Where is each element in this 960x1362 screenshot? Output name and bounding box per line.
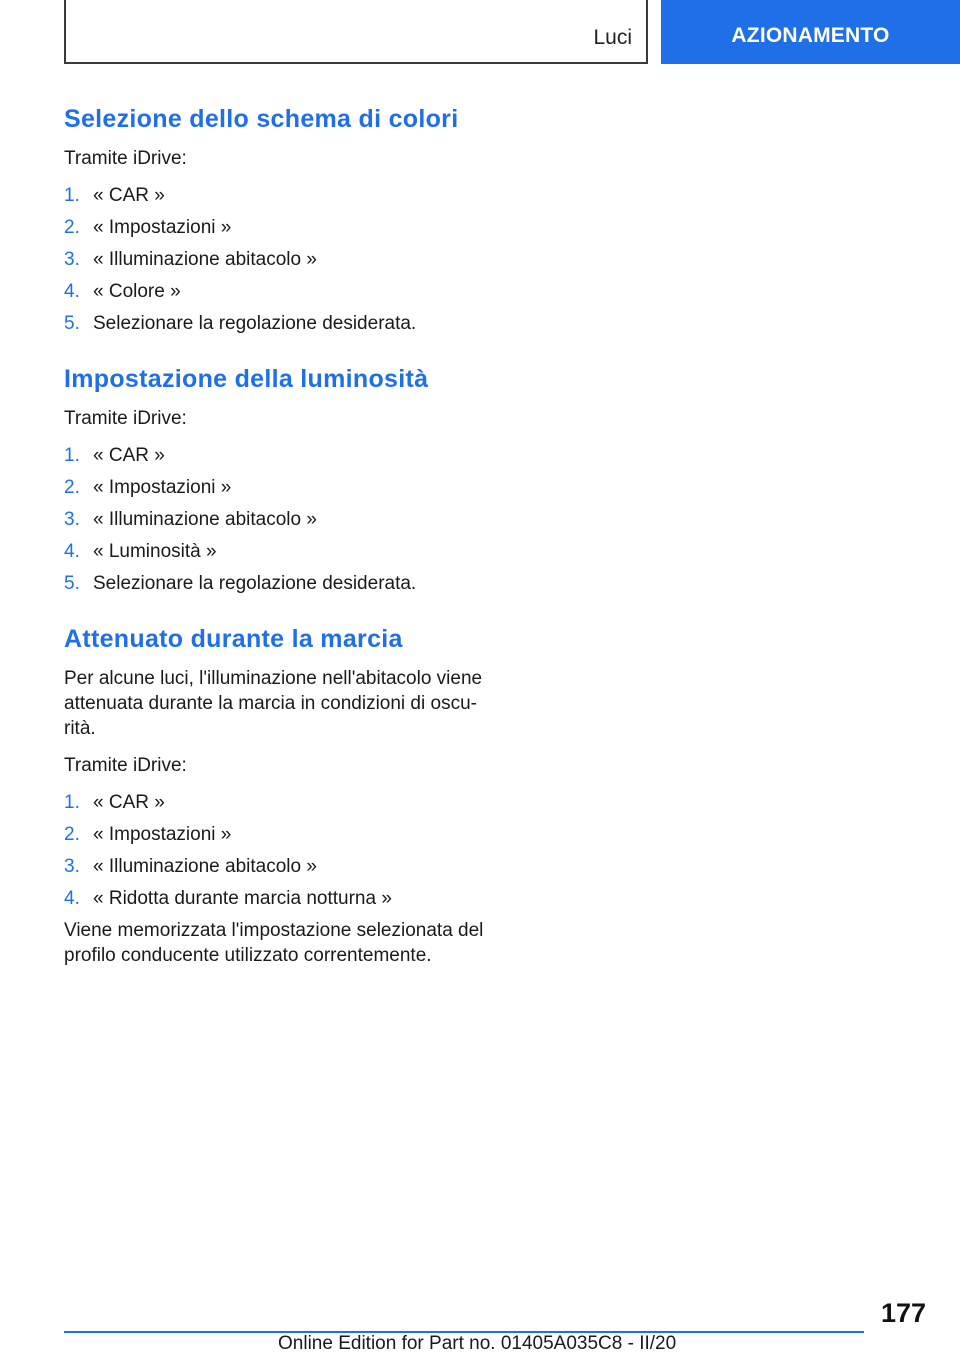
step-text: « Illuminazione abitacolo » bbox=[93, 509, 317, 530]
list-item bbox=[64, 507, 494, 532]
step-number: 1. bbox=[64, 445, 80, 466]
step-number: 5. bbox=[64, 573, 80, 594]
step-text: « Ridotta durante marcia notturna » bbox=[93, 888, 392, 909]
list-item bbox=[64, 790, 494, 815]
header-section-title: Luci bbox=[593, 26, 632, 49]
step-text: « CAR » bbox=[93, 792, 165, 813]
step-list bbox=[64, 790, 494, 911]
step-text: « Impostazioni » bbox=[93, 217, 232, 238]
step-text: « Illuminazione abitacolo » bbox=[93, 856, 317, 877]
step-list bbox=[64, 183, 494, 336]
step-number: 1. bbox=[64, 185, 80, 206]
footer-edition-text: Online Edition for Part no. 01405A035C8 - II/20 bbox=[278, 1333, 677, 1354]
list-item bbox=[64, 539, 494, 564]
section-color-scheme bbox=[64, 100, 494, 336]
step-text: « Colore » bbox=[93, 281, 181, 302]
intro-text: Tramite iDrive: bbox=[64, 148, 187, 169]
page-content bbox=[64, 100, 494, 980]
step-text: Selezionare la regolazione desiderata. bbox=[93, 573, 417, 594]
step-number: 3. bbox=[64, 249, 80, 270]
section-dimmed-while-driving bbox=[64, 620, 494, 968]
step-text: « Impostazioni » bbox=[93, 477, 232, 498]
page-number: 177 bbox=[880, 1298, 926, 1328]
list-item bbox=[64, 854, 494, 879]
running-header-box bbox=[64, 0, 648, 64]
step-text: « Impostazioni » bbox=[93, 824, 232, 845]
step-number: 2. bbox=[64, 217, 80, 238]
note-text: Viene memorizzata l'impostazione selezionata del profilo conducente utilizzato correntemente. bbox=[64, 920, 484, 966]
step-number: 4. bbox=[64, 281, 80, 302]
step-number: 3. bbox=[64, 509, 80, 530]
section-heading: Impostazione della luminosità bbox=[64, 365, 429, 393]
list-item bbox=[64, 443, 494, 468]
step-text: Selezionare la regolazione desiderata. bbox=[93, 313, 417, 334]
description-text: Per alcune luci, l'illuminazione nell'abitacolo viene attenuata durante la marcia in condizioni di oscurità. bbox=[64, 668, 483, 739]
list-item bbox=[64, 247, 494, 272]
step-number: 2. bbox=[64, 477, 80, 498]
list-item bbox=[64, 215, 494, 240]
section-brightness bbox=[64, 360, 494, 596]
list-item bbox=[64, 183, 494, 208]
step-number: 5. bbox=[64, 313, 80, 334]
intro-text: Tramite iDrive: bbox=[64, 408, 187, 429]
step-number: 3. bbox=[64, 856, 80, 877]
step-text: « CAR » bbox=[93, 185, 165, 206]
step-number: 1. bbox=[64, 792, 80, 813]
step-number: 4. bbox=[64, 888, 80, 909]
step-text: « Illuminazione abitacolo » bbox=[93, 249, 317, 270]
list-item bbox=[64, 822, 494, 847]
intro-text: Tramite iDrive: bbox=[64, 755, 187, 776]
section-heading: Selezione dello schema di colori bbox=[64, 105, 459, 133]
step-number: 2. bbox=[64, 824, 80, 845]
header-chapter-tab: AZIONAMENTO bbox=[661, 0, 960, 64]
step-text: « Luminosità » bbox=[93, 541, 217, 562]
list-item bbox=[64, 475, 494, 500]
list-item bbox=[64, 886, 494, 911]
list-item bbox=[64, 311, 494, 336]
step-text: « CAR » bbox=[93, 445, 165, 466]
list-item bbox=[64, 571, 494, 596]
section-heading: Attenuato durante la marcia bbox=[64, 625, 403, 653]
step-list bbox=[64, 443, 494, 596]
list-item bbox=[64, 279, 494, 304]
step-number: 4. bbox=[64, 541, 80, 562]
